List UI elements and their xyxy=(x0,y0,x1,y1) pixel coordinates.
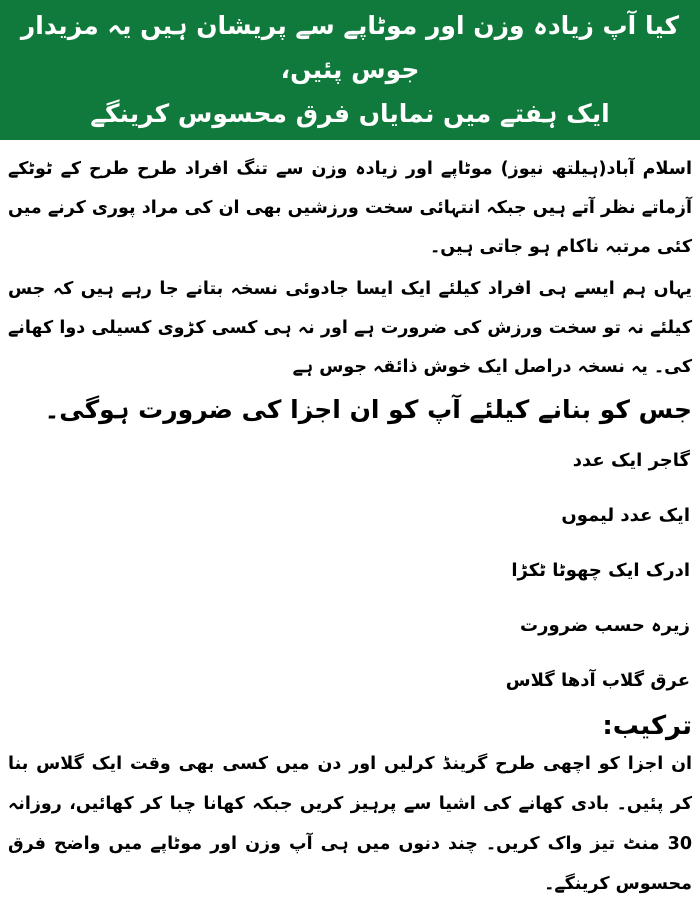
ingredient-item: ادرک ایک چھوٹا ٹکڑا xyxy=(511,560,690,581)
ingredients-heading: جس کو بنانے کیلئے آپ کو ان اجزا کی ضرورت ہوگی۔ xyxy=(44,395,692,424)
headline-line-1: کیا آپ زیادہ وزن اور موٹاپے سے پریشان ہیں یہ مزیدار جوس پئیں، xyxy=(20,11,680,85)
headline-line-2: ایک ہفتے میں نمایاں فرق محسوس کرینگے xyxy=(90,98,610,128)
intro-paragraph-2: یہاں ہم ایسے ہی افراد کیلئے ایک ایسا جادوئی نسخہ بتانے جا رہے ہیں کہ جس کیلئے نہ تو سخت ورزش کی ضرورت ہے اور نہ ہی کسی کڑوی کسیلی دوا کھانے کی۔ یہ نسخہ دراصل ایک خوش ذائقہ جوس ہے xyxy=(8,279,692,377)
ingredient-item: زیرہ حسب ضرورت xyxy=(520,615,690,636)
ingredient-item: ایک عدد لیموں xyxy=(561,505,690,526)
intro-paragraph-1: اسلام آباد(ہیلتھ نیوز) موٹاپے اور زیادہ وزن سے تنگ افراد طرح طرح کے ٹوٹکے آزماتے نظر آتے ہیں جبکہ انتہائی سخت ورزشیں بھی ان کی مراد پوری کرنے میں کئی مرتبہ ناکام ہو جاتی ہیں۔ xyxy=(8,159,692,257)
headline-banner xyxy=(0,0,700,140)
ingredient-item: گاجر ایک عدد xyxy=(572,450,690,471)
article-body xyxy=(0,140,700,904)
ingredients-list xyxy=(8,433,692,708)
method-heading: ترکیب: xyxy=(602,711,692,741)
ingredient-item: عرق گلاب آدھا گلاس xyxy=(505,670,690,691)
method-paragraph: ان اجزا کو اچھی طرح گرینڈ کرلیں اور دن میں کسی بھی وقت ایک گلاس بنا کر پئیں۔ بادی کھانے کی اشیا سے پرہیز کریں جبکہ کھانا چبا کر کھائیں، روزانہ 30 منٹ تیز واک کریں۔ چند دنوں میں ہی آپ وزن اور موٹاپے میں واضح فرق محسوس کرینگے۔ xyxy=(8,754,692,894)
